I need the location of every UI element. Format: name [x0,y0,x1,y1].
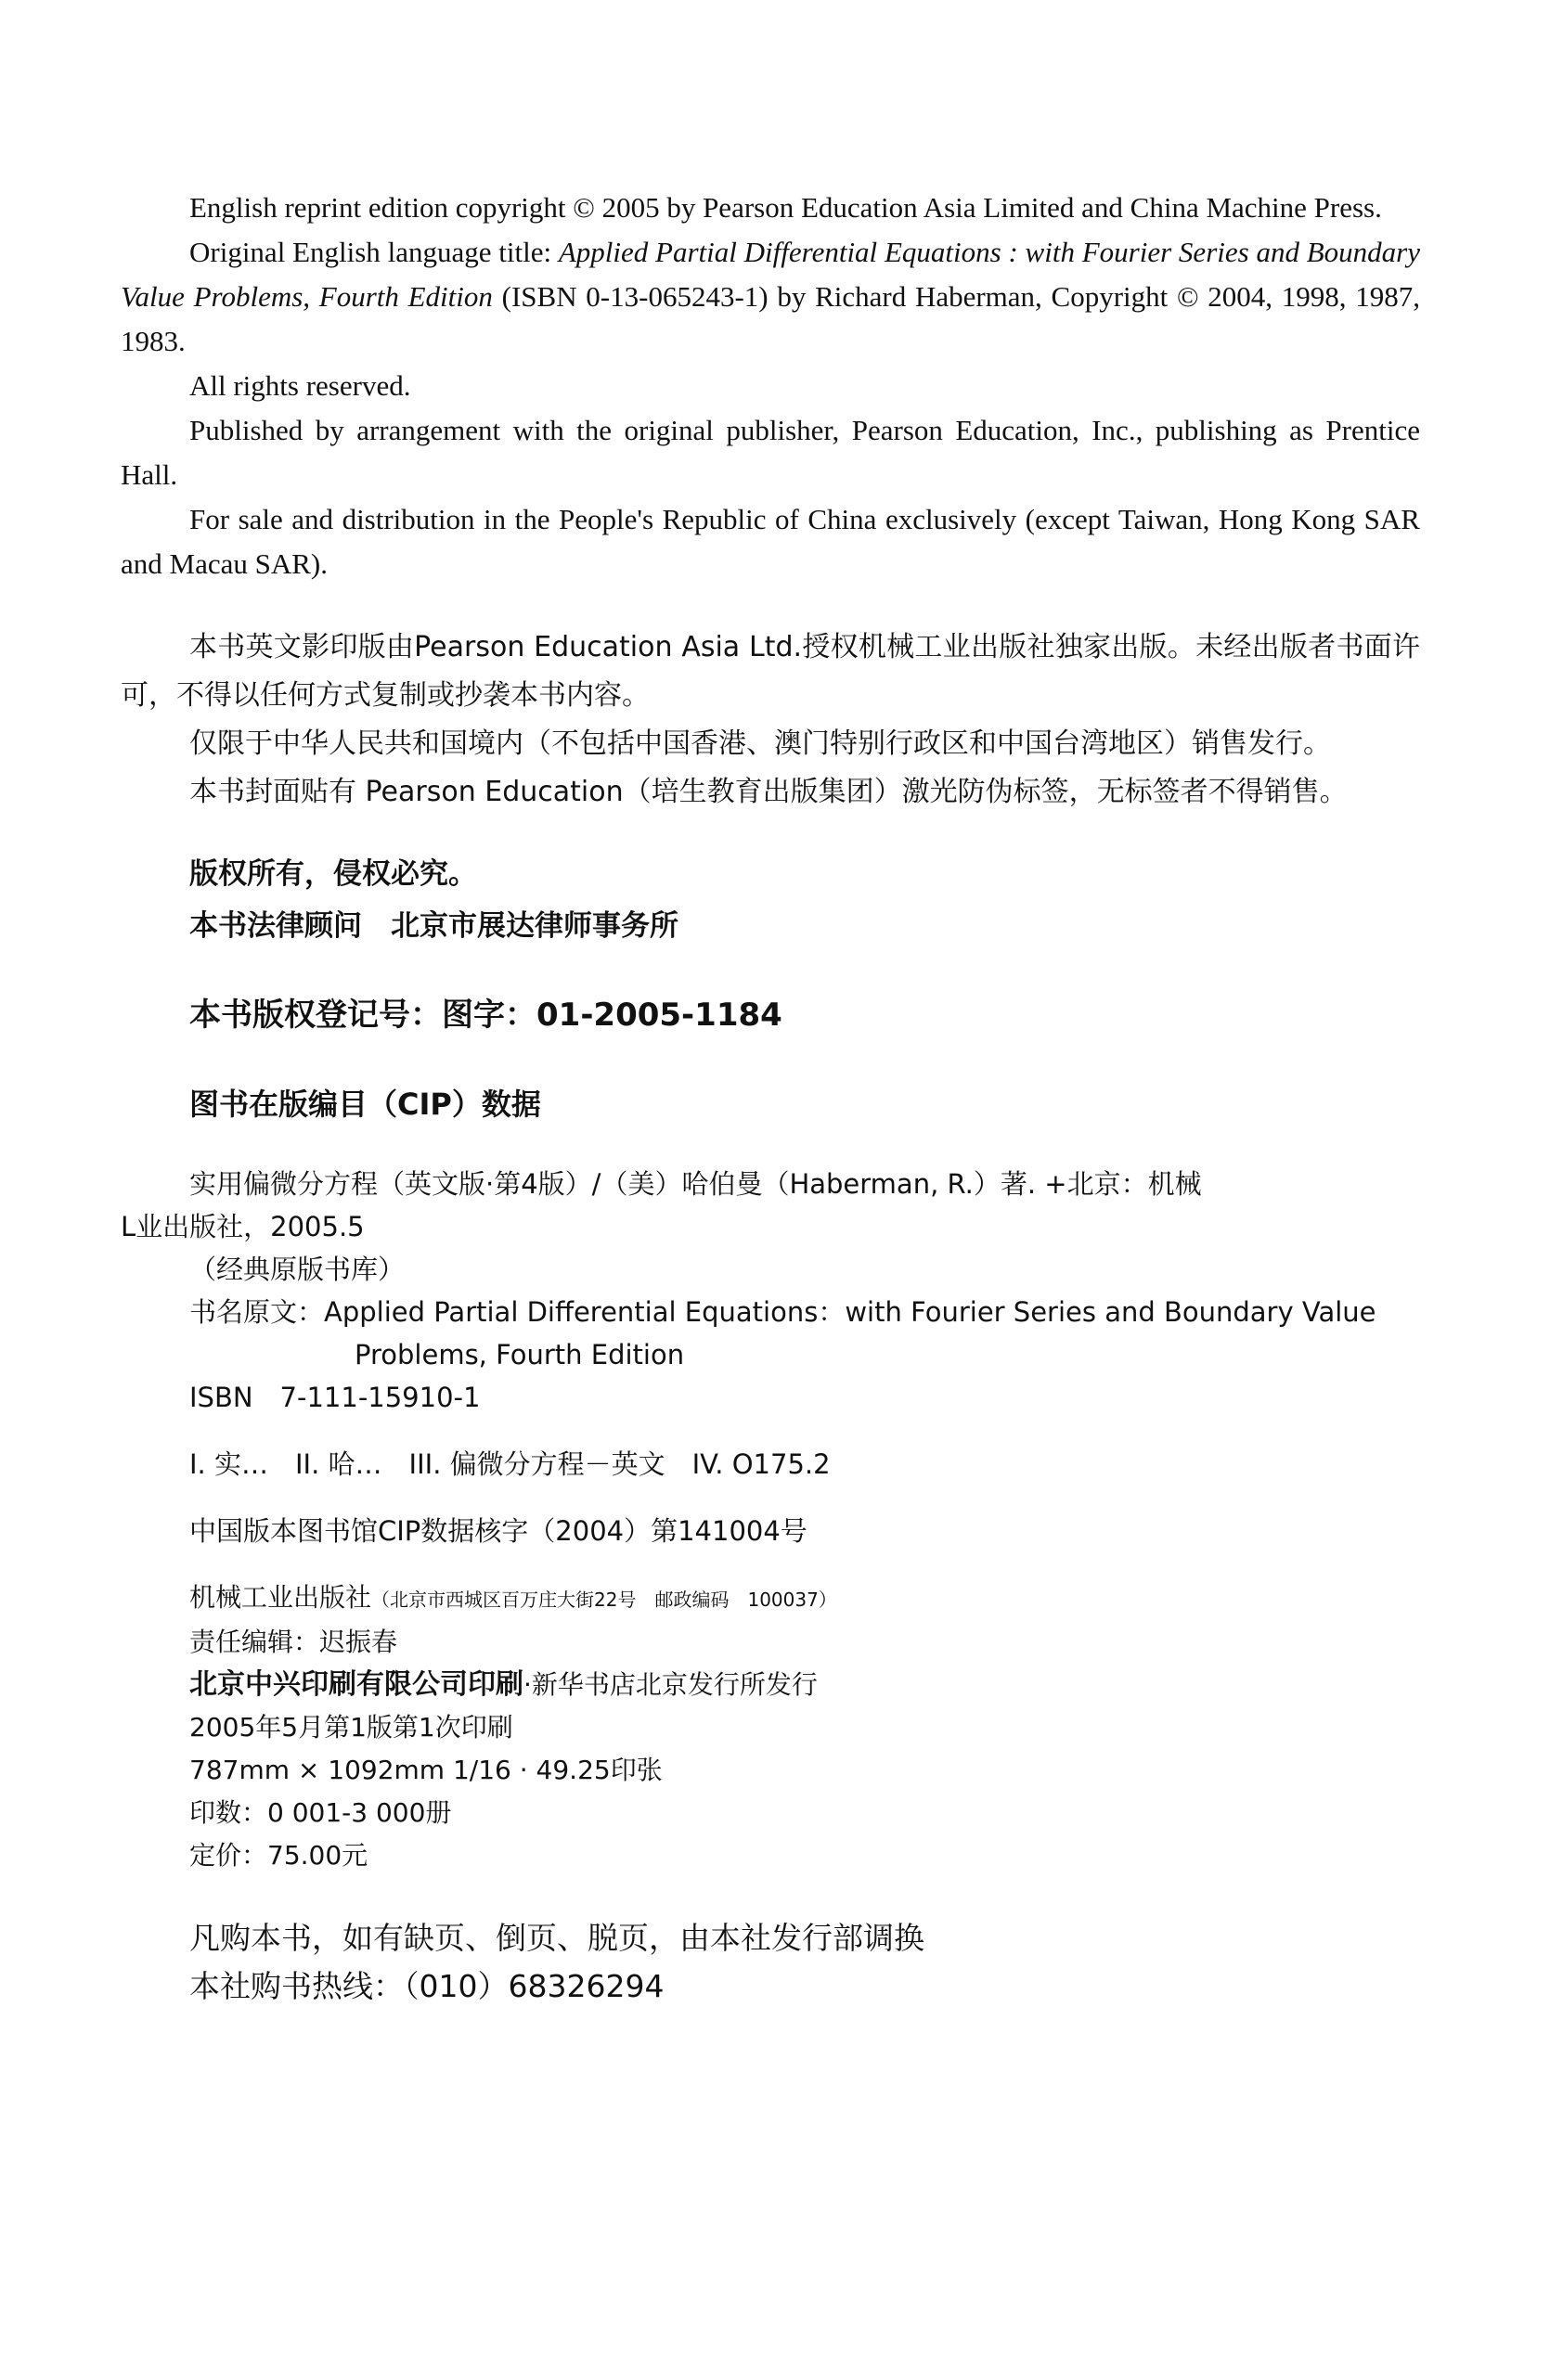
rights-notices [121,848,1420,952]
license-statement: 本书英文影印版由Pearson Education Asia Ltd.授权机械工业出版社独家出版。未经出版者书面许可，不得以任何方式复制或抄袭本书内容。 [121,631,1420,712]
print-run-line: 印数：0 001-3 000册 [189,1797,452,1828]
publisher-address: （北京市西城区百万庄大街22号 邮政编码 100037） [371,1589,837,1611]
anti-counterfeit-statement: 本书封面贴有 Pearson Education（培生教育出版集团）激光防伪标签，无标签者不得销售。 [189,776,1348,808]
price-line: 定价：75.00元 [189,1840,368,1871]
rights-notice: 版权所有，侵权必究。 [189,857,477,891]
english-copyright-block [121,186,1420,586]
printer-name: 北京中兴印刷有限公司印刷 [189,1668,523,1701]
rights-reserved: All rights reserved. [189,369,411,402]
original-title-statement [121,230,1420,364]
publisher-name: 机械工业出版社 [189,1582,372,1613]
original-title-italic: Applied Partial Differential Equations : with Fourier Series and Boundary Value Problems, Fourth Edition [121,236,1420,313]
cip-entry-line-1: 实用偏微分方程（英文版·第4版）/（美）哈伯曼（Haberman, R.）著. +北京：机械 [189,1168,1202,1200]
copyright-page [121,186,1420,2011]
edition-line: 2005年5月第1版第1次印刷 [189,1712,513,1743]
purchase-hotline: 本社购书热线：（010）68326294 [189,1968,665,2004]
arrangement-statement: Published by arrangement with the original publisher, Pearson Education, Inc., publishing as Prentice Hall. [121,414,1420,491]
cip-series: （经典原版书库） [189,1254,406,1285]
original-title-suffix: (ISBN 0-13-065243-1) by Richard Haberman, Copyright © 2004, 1998, 1987, 1983. [121,280,1420,357]
footer-notice [121,1914,1420,2011]
publisher-line [189,1576,1420,1621]
legal-counsel: 本书法律顾问 北京市展达律师事务所 [189,909,678,943]
cip-entry-line-2: L业出版社，2005.5 [121,1211,365,1242]
format-line: 787mm × 1092mm 1/16 · 49.25印张 [189,1755,663,1785]
cip-isbn: ISBN 7-111-15910-1 [189,1382,481,1413]
sale-restriction: For sale and distribution in the People's Republic of China exclusively (except Taiwan, Hong Kong SAR and Macau SAR). [121,503,1420,580]
copyright-statement: English reprint edition copyright © 2005 by Pearson Education Asia Limited and China Machine Press. [189,191,1382,224]
original-title-prefix: Original English language title: [189,236,559,268]
chinese-notice-block [121,624,1420,817]
replacement-notice: 凡购本书，如有缺页、倒页、脱页，由本社发行部调换 [189,1920,924,1956]
cip-heading: 图书在版编目（CIP）数据 [189,1087,541,1122]
publication-info [121,1576,1420,1877]
printer-line [189,1664,1420,1706]
cip-data-block [121,1163,1420,1576]
editor-line: 责任编辑：迟振春 [189,1627,398,1657]
cip-classification: I. 实… II. 哈… III. 偏微分方程－英文 IV. O175.2 [189,1448,831,1480]
distributor-name: ·新华书店北京发行所发行 [523,1669,818,1700]
region-statement: 仅限于中华人民共和国境内（不包括中国香港、澳门特别行政区和中国台湾地区）销售发行。 [189,727,1331,760]
cip-original-title: 书名原文：Applied Partial Differential Equations：with Fourier Series and Boundary Value Problems, Fourth Edition [189,1296,1376,1370]
cip-number: 中国版本图书馆CIP数据核字（2004）第141004号 [189,1515,807,1547]
copyright-registration: 本书版权登记号：图字：01-2005-1184 [189,997,782,1034]
